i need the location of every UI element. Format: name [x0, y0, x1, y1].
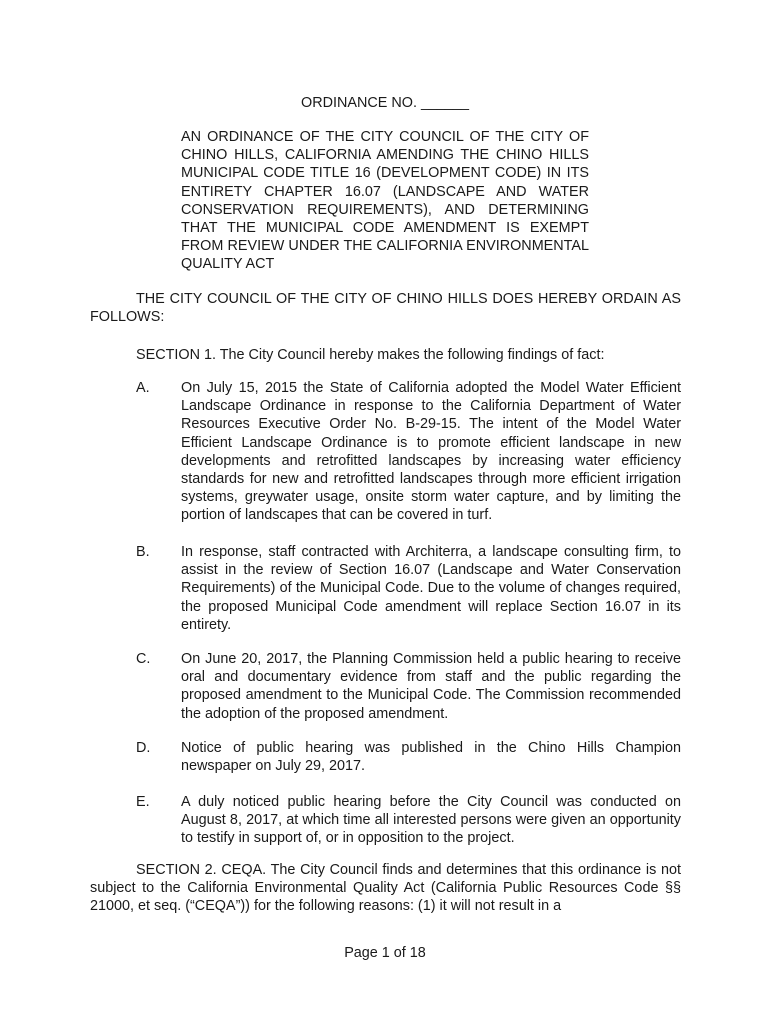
finding-letter: B.: [136, 544, 150, 560]
section-1-heading: SECTION 1. The City Council hereby makes the following findings of fact:: [136, 347, 605, 363]
ordinance-title: ORDINANCE NO. ______: [301, 95, 469, 111]
finding-text: On June 20, 2017, the Planning Commission held a public hearing to receive oral and documentary evidence from staff and the public regarding the proposed amendment to the Municipal Code. The Commission recommended the adoption of the proposed amendment.: [181, 651, 681, 722]
finding-text: In response, staff contracted with Architerra, a landscape consulting firm, to assist in the review of Section 16.07 (Landscape and Water Conservation Requirements) of the Municipal Code. Due to the volume of changes required, the proposed Municipal Code amendment will replace Section 16.07 in its entirety.: [181, 544, 681, 633]
finding-text: Notice of public hearing was published in the Chino Hills Champion newspaper on July 29, 2017.: [181, 740, 681, 775]
finding-letter: C.: [136, 651, 151, 667]
preamble-paragraph: THE CITY COUNCIL OF THE CITY OF CHINO HILLS DOES HEREBY ORDAIN AS FOLLOWS:: [90, 291, 681, 326]
finding-text: A duly noticed public hearing before the City Council was conducted on August 8, 2017, at which time all interested persons were given an opportunity to testify in support of, or in opposition to the project.: [181, 794, 681, 847]
page-number: Page 1 of 18: [344, 945, 426, 961]
finding-letter: E.: [136, 794, 150, 810]
ordinance-subtitle: AN ORDINANCE OF THE CITY COUNCIL OF THE CITY OF CHINO HILLS, CALIFORNIA AMENDING THE CHINO HILLS MUNICIPAL CODE TITLE 16 (DEVELOPMENT CODE) IN ITS ENTIRETY CHAPTER 16.07 (LANDSCAPE AND WATER CONSERVATION REQUIREMENTS), AND DETERMINING THAT THE MUNICIPAL CODE AMENDMENT IS EXEMPT FROM REVIEW UNDER THE CALIFORNIA ENVIRONMENTAL QUALITY ACT: [181, 129, 589, 273]
finding-text: On July 15, 2015 the State of California adopted the Model Water Efficient Landscape Ordinance in response to the California Department of Water Resources Executive Order No. B-29-15. The intent of the Model Water Efficient Landscape Ordinance is to promote efficient landscape in new developments and retrofitted landscapes by increasing water efficiency standards for new and retrofitted landscapes through more efficient irrigation systems, greywater usage, onsite storm water capture, and by limiting the portion of landscapes that can be covered in turf.: [181, 380, 681, 524]
finding-letter: D.: [136, 740, 151, 756]
finding-letter: A.: [136, 380, 150, 396]
section-2-paragraph: SECTION 2. CEQA. The City Council finds and determines that this ordinance is not subject to the California Environmental Quality Act (California Public Resources Code §§ 21000, et seq. (“CEQA”)) for the following reasons: (1) it will not result in a: [90, 862, 681, 915]
